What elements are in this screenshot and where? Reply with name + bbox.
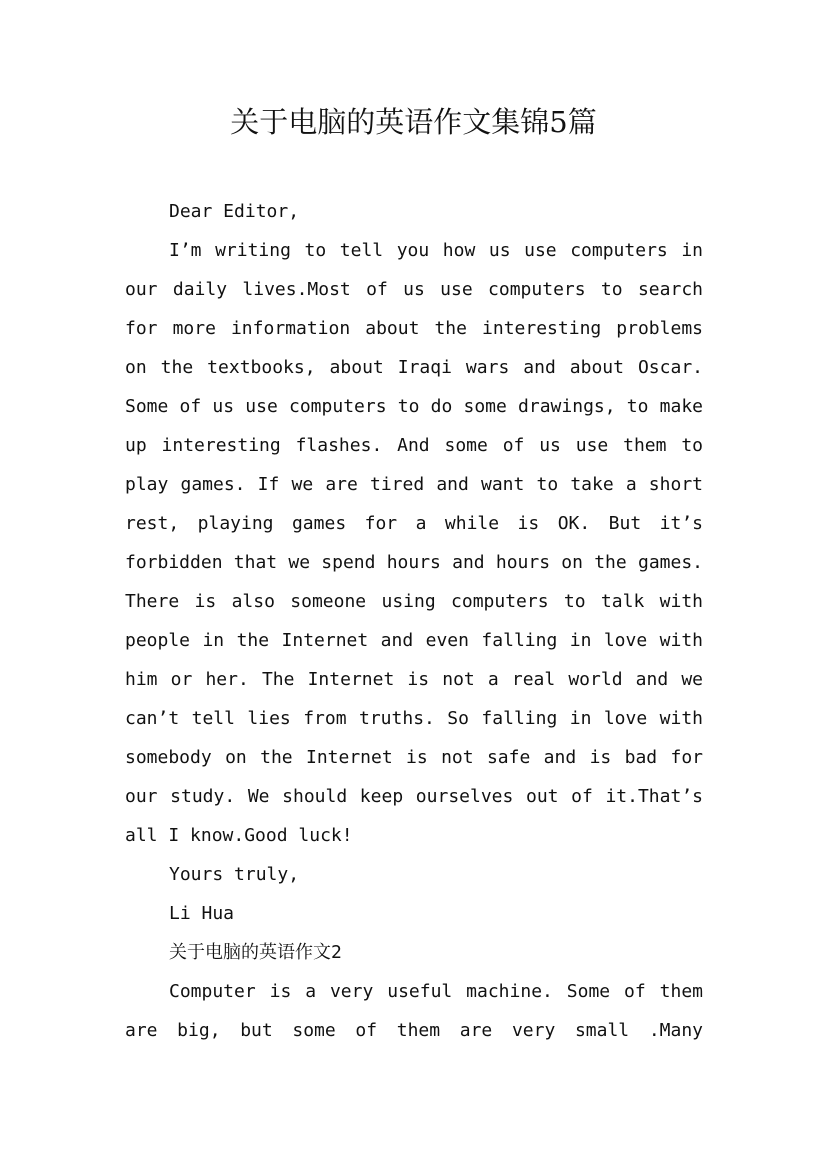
essay-paragraph: Computer is a very useful machine. Some of them are big, but some of them are very small .Many xyxy=(125,981,703,1041)
section-heading: 关于电脑的英语作文2 xyxy=(169,942,342,963)
signature-name: Li Hua xyxy=(169,903,235,924)
closing: Yours truly, xyxy=(169,864,300,885)
letter-body-paragraph: I’m writing to tell you how us use computers in our daily lives.Most of us use computers to search for more information about the interesting problems on the textbooks, about Iraqi wars and about Oscar. Some of us use computers to do some drawings, to make up interesting flashes. And some of us use them to play games. If we are tired and want to take a short rest, playing games for a while is OK. But it’s forbidden that we spend hours and hours on the games. There is also someone using computers to talk with people in the Internet and even falling in love with him or her. The Internet is not a real world and we can’t tell lies from truths. So falling in love with somebody on the Internet is not safe and is bad for our study. We should keep ourselves out of it.That’s all I know.Good luck! xyxy=(125,240,703,846)
document-body xyxy=(125,192,703,1050)
document-title: 关于电脑的英语作文集锦5篇 xyxy=(230,105,597,139)
salutation: Dear Editor, xyxy=(169,201,300,222)
